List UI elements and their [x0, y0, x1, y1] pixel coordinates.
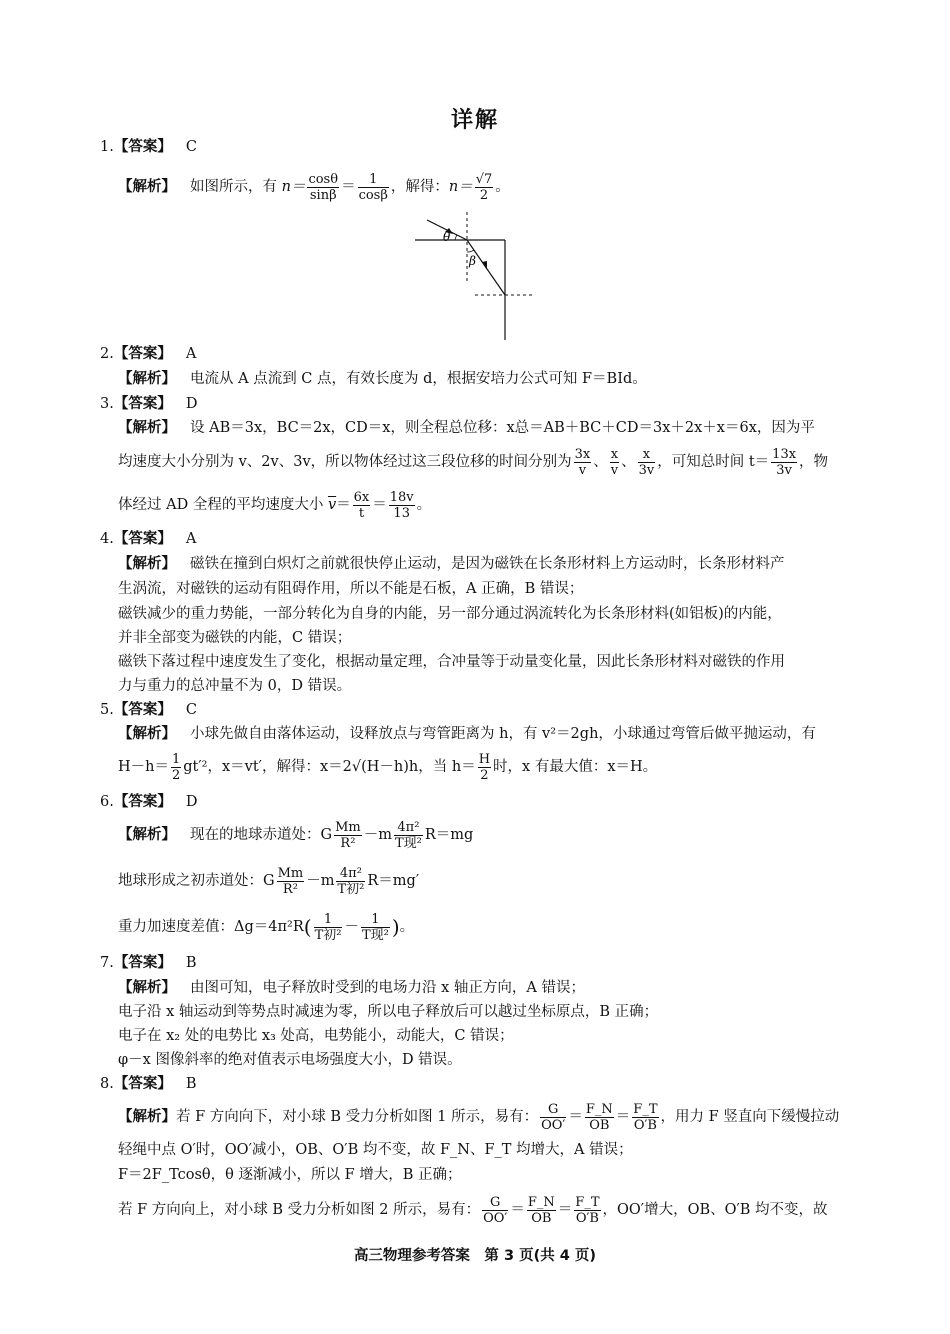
q7-analysis-line-3: 电子在 x₂ 处的电势比 x₃ 处高，电势能小，动能大，C 错误；	[118, 1028, 514, 1044]
page-title: 详解	[450, 108, 499, 133]
q4-answer: A	[185, 531, 197, 547]
q1-frac-1-cos: $\frac{1}{\cos\beta}$	[358, 171, 388, 203]
q5-answer-line: 5.【答案】 C	[100, 702, 197, 718]
q7-analysis-line-4: φ－x 图像斜率的绝对值表示电场强度大小，D 错误。	[118, 1052, 462, 1068]
q5-analysis-line-1: 【解析】 小球先做自由落体运动，设释放点与弯管距离为 h，有 v²＝2gh，小球通过弯管后做平抛运动，有	[118, 726, 816, 742]
q8-analysis-line-1: 【解析】若 F 方向向下，对小球 B 受力分析如图 1 所示，易有： $\frac{G}{OO'}$ ＝ $\frac{F\_N}{OB}$ ＝ $\frac{F\_T}{O'B}$ ，用力 F 竖直向下缓慢拉动	[118, 1101, 840, 1133]
q8-answer-line: 8.【答案】 B	[100, 1076, 197, 1092]
q1-analysis-line: 【解析】 如图所示，有 n＝ $\frac{\cos\theta}{\sin\beta}$ ＝ $\frac{1}{\cos\beta}$ ，解得：n＝ $\frac{√7}{2}$ 。	[118, 171, 510, 203]
q8-analysis-line-4: 若 F 方向向上，对小球 B 受力分析如图 2 所示，易有： $\frac{G}{OO'}$ ＝ $\frac{F\_N}{OB}$ ＝ $\frac{F\_T}{O'B}$ ，OO′增大，OB、O′B 均不变，故	[118, 1194, 828, 1226]
q7-answer: B	[185, 955, 197, 971]
q4-analysis-line-5: 磁铁下落过程中速度发生了变化，根据动量定理，合冲量等于动量变化量，因此长条形材料对磁铁的作用	[118, 654, 785, 670]
q1-eq-n: n＝	[281, 179, 306, 195]
q3-analysis-line-1: 【解析】 设 AB＝3x，BC＝2x，CD＝x，则全程总位移：x总＝AB＋BC＋CD＝3x＋2x＋x＝6x，因为平	[118, 420, 815, 436]
page-footer: 高三物理参考答案 第 3 页(共 4 页)	[353, 1248, 597, 1264]
q3-answer: D	[185, 396, 198, 412]
q1-refraction-figure	[405, 212, 540, 342]
q6-analysis-line-2: 地球形成之初赤道处：G $\frac{Mm}{\text{R²}}$ －m $\frac{\text{4π²}}{\text{T初²}}$ R＝mg′	[118, 865, 420, 897]
q4-analysis-line-1: 【解析】 磁铁在撞到白炽灯之前就很快停止运动，是因为磁铁在长条形材料上方运动时，长条形材料产	[118, 556, 785, 572]
q2-answer: A	[185, 346, 197, 362]
q1-number: 1.	[100, 139, 114, 155]
q3-answer-line: 3.【答案】 D	[100, 396, 198, 412]
analysis-label: 【解析】	[118, 179, 176, 195]
q4-analysis-line-6: 力与重力的总冲量不为 0，D 错误。	[118, 678, 352, 694]
q8-analysis-line-2: 轻绳中点 O′时，OO′减小，OB、O′B 均不变，故 F_N、F_T 均增大，A 错误；	[118, 1142, 633, 1158]
q6-answer: D	[185, 794, 198, 810]
q7-answer-line: 7.【答案】 B	[100, 955, 197, 971]
q4-analysis-line-2: 生涡流，对磁铁的运动有阻碍作用，所以不能是石板，A 正确，B 错误；	[118, 581, 584, 597]
q4-analysis-line-4: 并非全部变为磁铁的内能，C 错误；	[118, 630, 352, 646]
q5-answer: C	[185, 702, 197, 718]
q3-analysis-line-3: 体经过 AD 全程的平均速度大小 $\overline{v}=$ $\frac{6x}{t}$ ＝ $\frac{18v}{13}$ 。	[118, 489, 432, 521]
q2-analysis-line: 【解析】 电流从 A 点流到 C 点，有效长度为 d，根据安培力公式可知 F＝BId。	[118, 371, 647, 387]
q1-text: 如图所示，有	[190, 179, 277, 195]
q6-analysis-line-1: 【解析】 现在的地球赤道处：G $\frac{Mm}{\text{R²}}$ －m $\frac{\text{4π²}}{\text{T现²}}$ R＝mg	[118, 819, 474, 851]
q6-analysis-line-3: 重力加速度差值：Δg＝4π²R( $\frac{1}{\text{T初²}}$ － $\frac{1}{\text{T现²}}$ )。	[118, 911, 415, 943]
q7-analysis-line-2: 电子沿 x 轴运动到等势点时减速为零，所以电子释放后可以越过坐标原点，B 正确；	[118, 1004, 659, 1020]
q6-answer-line: 6.【答案】 D	[100, 794, 198, 810]
q3-analysis-line-2: 均速度大小分别为 v、2v、3v，所以物体经过这三段位移的时间分别为 $\frac{3x}{v}$ 、 $\frac{x}{v}$ 、 $\frac{x}{3v}$ ，可知总时间 t＝ $\frac{13x}{3v}$ ，物	[118, 446, 829, 478]
answer-label: 【答案】	[113, 139, 172, 155]
q8-analysis-line-3: F＝2F_Tcosθ，θ 逐渐减小，所以 F 增大，B 正确；	[118, 1167, 462, 1183]
q1-answer: C	[185, 139, 197, 155]
q1-frac-root7: $\frac{√7}{2}$	[475, 171, 493, 203]
q1-answer-line	[100, 137, 197, 157]
q7-analysis-line-1: 【解析】 由图可知，电子释放时受到的电场力沿 x 轴正方向，A 错误；	[118, 980, 585, 996]
q8-answer: B	[185, 1076, 197, 1092]
q2-answer-line: 2.【答案】 A	[100, 346, 197, 362]
q5-analysis-line-2: H－h＝ $\frac{1}{2}$ gt′²，x＝vt′，解得：x＝2√(H－h)h，当 h＝ $\frac{H}{2}$ 时，x 有最大值：x＝H。	[118, 751, 658, 783]
q1-fig-theta: θ	[443, 230, 451, 244]
q1-frac-cos-sin: $\frac{\cos\theta}{\sin\beta}$	[308, 171, 339, 203]
q4-answer-line: 4.【答案】 A	[100, 531, 197, 547]
q1-fig-beta: β	[469, 254, 476, 268]
q4-analysis-line-3: 磁铁减少的重力势能，一部分转化为自身的内能，另一部分通过涡流转化为长条形材料(如铝板)的内能，	[118, 606, 782, 622]
